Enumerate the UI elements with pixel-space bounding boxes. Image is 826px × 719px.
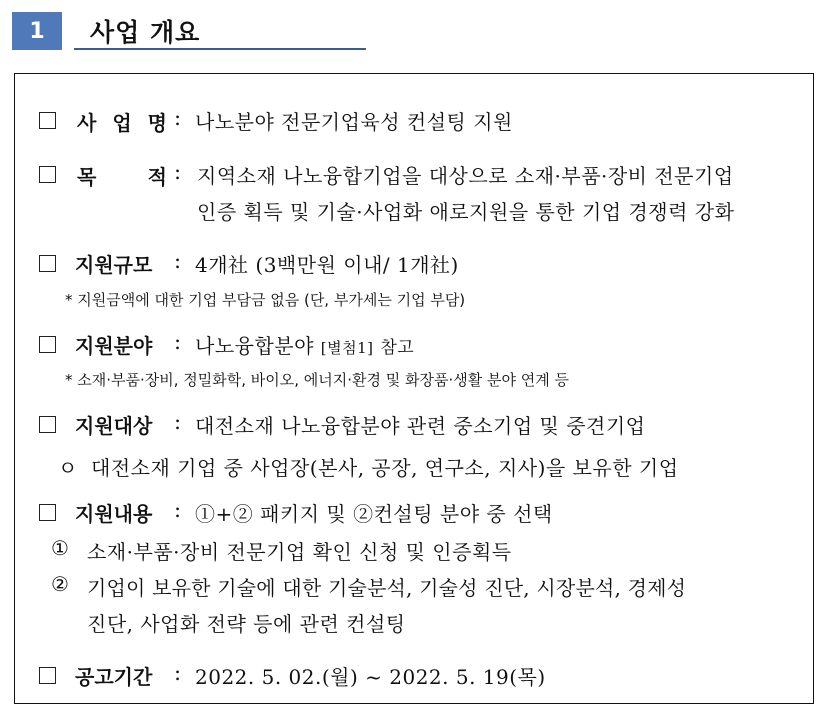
content-sub2-line-2: 진단, 사업화 전략 등에 관련 컨설팅 [87,612,406,636]
purpose-line-1: 지역소재 나노융합기업을 대상으로 소재·부품·장비 전문기업 [197,164,734,188]
colon: : [174,410,182,434]
colon: : [174,330,182,354]
purpose-label [77,161,167,190]
label-char: 적 [147,165,167,189]
purpose-line-2: 인증 획득 및 기술·사업화 애로지원을 통한 기업 경쟁력 강화 [197,200,735,224]
scale-value: 4개社 (3백만원 이내/ 1개社) [195,253,459,277]
content-sub2-mark: ② [51,572,70,596]
target-value: 대전소재 나노융합분야 관련 중소기업 및 중견기업 [195,414,646,438]
checkbox-square-icon [39,667,56,684]
colon: : [174,661,182,685]
overview-box [14,73,814,704]
scale-label: 지원규모 [75,253,153,277]
label-char: 업 [112,111,132,135]
target-sub: 대전소재 기업 중 사업장(본사, 공장, 연구소, 지사)을 보유한 기업 [91,456,679,480]
colon: : [174,160,182,184]
project-name-label [77,107,167,136]
checkbox-square-icon [39,112,56,129]
period-value: 2022. 5. 02.(월) ~ 2022. 5. 19(목) [195,665,546,689]
label-char: 명 [147,111,167,135]
field-note: * 소재·부품·장비, 정밀화학, 바이오, 에너지·환경 및 화장품·생활 분야 연계 등 [65,371,570,389]
content-sub1: 소재·부품·장비 전문기업 확인 신청 및 인증획득 [87,540,512,564]
section-number-badge: 1 [12,12,62,50]
label-char: 목 [77,165,97,189]
section-title-underline [74,48,366,50]
colon: : [174,106,182,130]
target-label: 지원대상 [75,414,153,438]
field-value [195,330,414,359]
field-value-tail: 참고 [380,338,415,358]
attachment-ref: [별첨1] [320,339,374,357]
field-label: 지원분야 [75,334,153,358]
content-sub1-mark: ① [51,536,70,560]
field-value-main: 나노융합분야 [195,334,314,358]
checkbox-square-icon [39,504,56,521]
colon: : [174,249,182,273]
checkbox-square-icon [39,336,56,353]
period-label: 공고기간 [75,665,153,689]
project-name-value: 나노분야 전문기업육성 컨설팅 지원 [195,110,513,134]
checkbox-square-icon [39,166,56,183]
section-title: 사업 개요 [90,18,201,47]
label-char: 사 [77,111,97,135]
content-sub2-line-1: 기업이 보유한 기술에 대한 기술분석, 기술성 진단, 시장분석, 경제성 [87,576,687,600]
colon: : [174,498,182,522]
content-value: ①+② 패키지 및 ②컨설팅 분야 중 선택 [195,502,553,526]
section-header [12,12,366,50]
content-label: 지원내용 [75,502,153,526]
scale-note: * 지원금액에 대한 기업 부담금 없음 (단, 부가세는 기업 부담) [65,291,466,309]
checkbox-square-icon [39,255,56,272]
target-sub-bullet: ㅇ [58,456,78,480]
checkbox-square-icon [39,416,56,433]
